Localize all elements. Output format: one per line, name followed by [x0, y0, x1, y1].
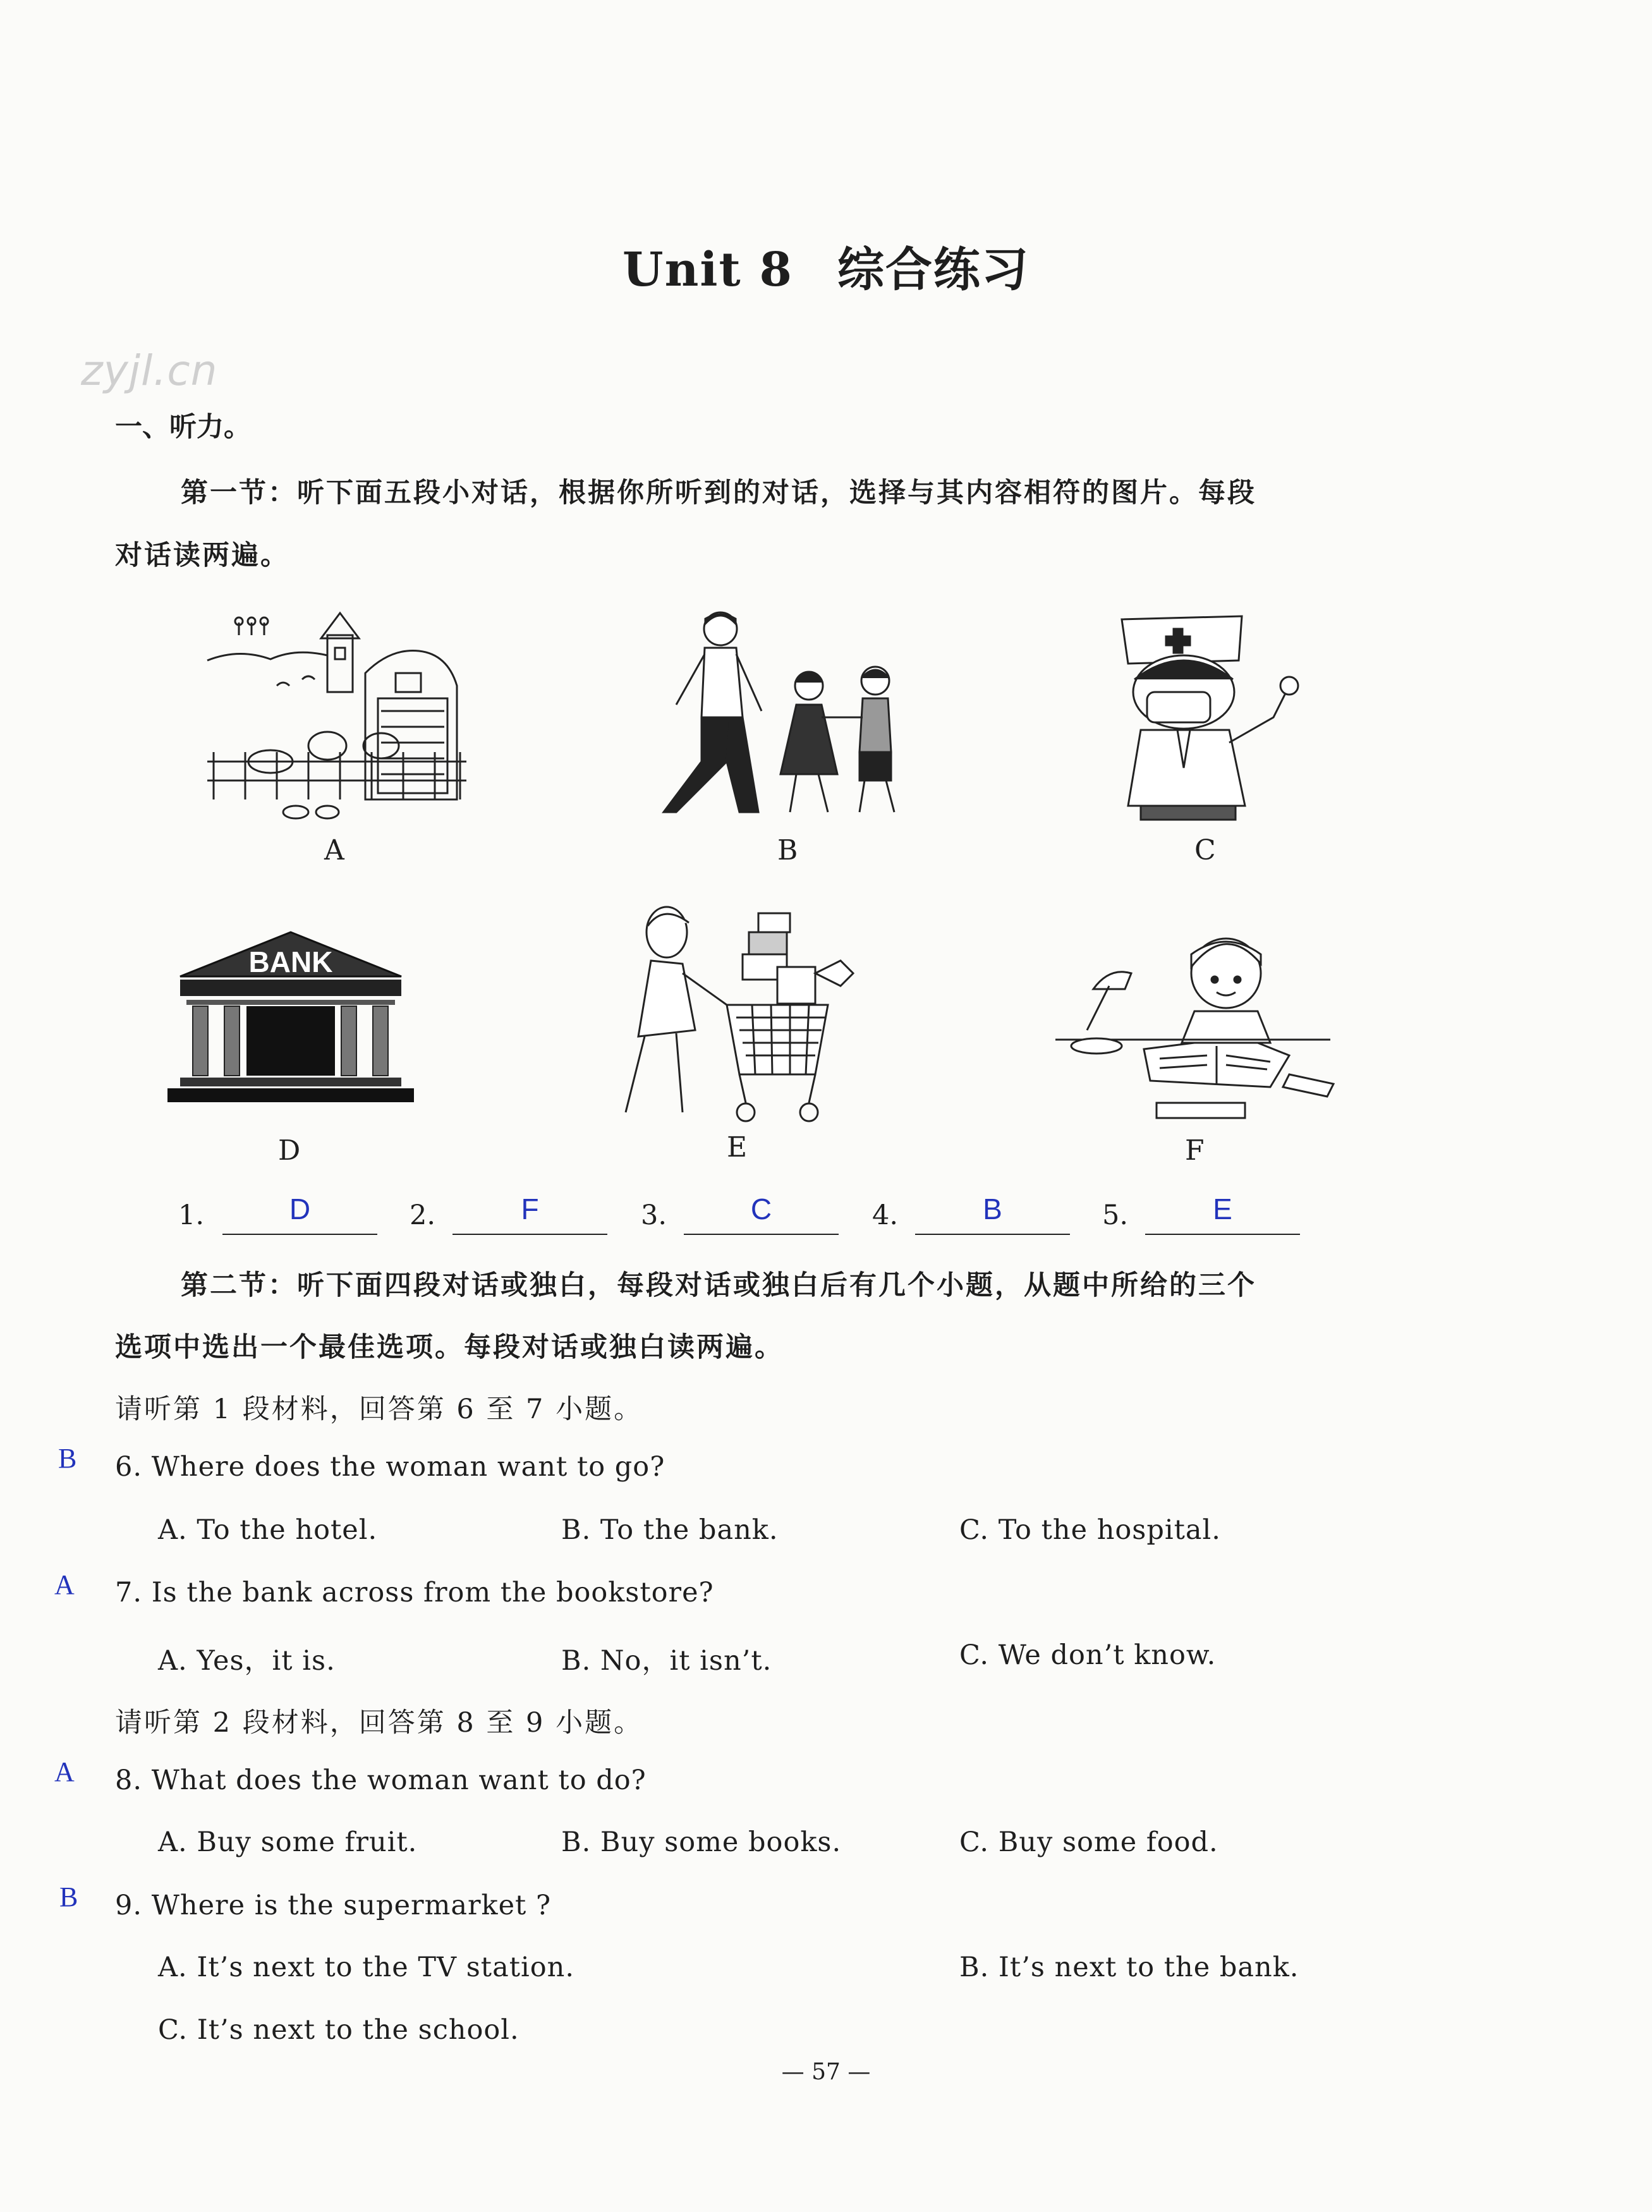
page-title [0, 233, 1652, 300]
question-8-option-a[interactable]: A. Buy some fruit. [158, 1826, 418, 1858]
picture-c [1103, 604, 1318, 866]
bank-sign: BANK [248, 945, 333, 978]
question-8-stem: 8. What does the woman want to do? [115, 1765, 647, 1796]
answer-blank-3[interactable] [684, 1193, 839, 1235]
answer-blank-5[interactable] [1145, 1193, 1300, 1235]
part1-instruction-line1: 第一节：听下面五段小对话，根据你所听到的对话，选择与其内容相符的图片。每段 [181, 477, 1256, 509]
picture-c-label: C [1194, 834, 1216, 866]
answer-mark-6: B [58, 1443, 77, 1474]
answer-blanks [178, 1193, 1505, 1246]
answer-mark-7: A [54, 1569, 75, 1600]
picture-e [607, 904, 872, 1164]
question-6-option-b[interactable]: B. To the bank. [561, 1514, 779, 1546]
page-number: — 57 — [781, 2059, 871, 2085]
blank-answer: D [289, 1193, 311, 1225]
section-heading: 一、听力。 [115, 411, 251, 443]
picture-b [651, 610, 929, 866]
answer-blank-2[interactable] [452, 1193, 607, 1235]
question-6-option-c[interactable]: C. To the hospital. [959, 1514, 1221, 1546]
picture-f [1049, 929, 1340, 1167]
picture-d [164, 929, 417, 1167]
blank-answer: E [1213, 1193, 1232, 1225]
unit-number: Unit 8 [623, 243, 793, 297]
part1-instruction-line2: 对话读两遍。 [115, 540, 289, 571]
picture-f-label: F [1185, 1134, 1205, 1167]
picture-a-label: A [324, 834, 344, 866]
answer-blank-1[interactable] [222, 1193, 377, 1235]
picture-a [201, 610, 473, 866]
question-7-option-a[interactable]: A. Yes，it is. [158, 1645, 336, 1677]
doctor-icon [1103, 604, 1318, 825]
answer-mark-8: A [54, 1756, 75, 1787]
blank-answer: C [750, 1193, 772, 1225]
blank-number: 5. [1102, 1200, 1129, 1231]
question-7-stem: 7. Is the bank across from the bookstore? [115, 1577, 714, 1608]
walking-family-icon [651, 610, 929, 825]
material-1-heading: 请听第 1 段材料，回答第 6 至 7 小题。 [115, 1394, 643, 1425]
blank-number: 3. [641, 1200, 667, 1231]
question-6-option-a[interactable]: A. To the hotel. [158, 1514, 378, 1546]
question-8-option-c[interactable]: C. Buy some food. [959, 1826, 1218, 1858]
picture-b-label: B [777, 834, 798, 866]
picture-d-label: D [278, 1134, 301, 1167]
bank-icon [164, 929, 417, 1106]
answer-mark-9: B [59, 1881, 78, 1912]
blank-number: 4. [872, 1200, 899, 1231]
blank-number: 2. [410, 1200, 436, 1231]
question-7-option-b[interactable]: B. No，it isn’t. [561, 1645, 772, 1677]
blank-number: 1. [178, 1200, 205, 1231]
question-9-option-a[interactable]: A. It’s next to the TV station. [158, 1952, 574, 1983]
picture-e-label: E [727, 1131, 748, 1164]
part2-instruction-line1: 第二节：听下面四段对话或独白，每段对话或独白后有几个小题，从题中所给的三个 [181, 1270, 1256, 1301]
shopping-cart-icon [607, 904, 872, 1131]
farm-icon [201, 610, 473, 825]
watermark: zyjl.cn [81, 346, 218, 395]
question-8-option-b[interactable]: B. Buy some books. [561, 1826, 842, 1858]
question-6-stem: 6. Where does the woman want to go? [115, 1451, 665, 1483]
question-9-option-c[interactable]: C. It’s next to the school. [158, 2014, 519, 2046]
part2-instruction-line2: 选项中选出一个最佳选项。每段对话或独白读两遍。 [115, 1332, 784, 1363]
blank-answer: B [983, 1193, 1002, 1225]
blank-answer: F [521, 1193, 539, 1225]
question-9-option-b[interactable]: B. It’s next to the bank. [959, 1952, 1299, 1983]
answer-blank-4[interactable] [915, 1193, 1070, 1235]
unit-name: 综合练习 [837, 243, 1029, 297]
material-2-heading: 请听第 2 段材料，回答第 8 至 9 小题。 [115, 1707, 643, 1739]
question-7-option-c[interactable]: C. We don’t know. [959, 1639, 1217, 1671]
question-9-stem: 9. Where is the supermarket ? [115, 1890, 552, 1921]
boy-studying-icon [1049, 929, 1340, 1131]
